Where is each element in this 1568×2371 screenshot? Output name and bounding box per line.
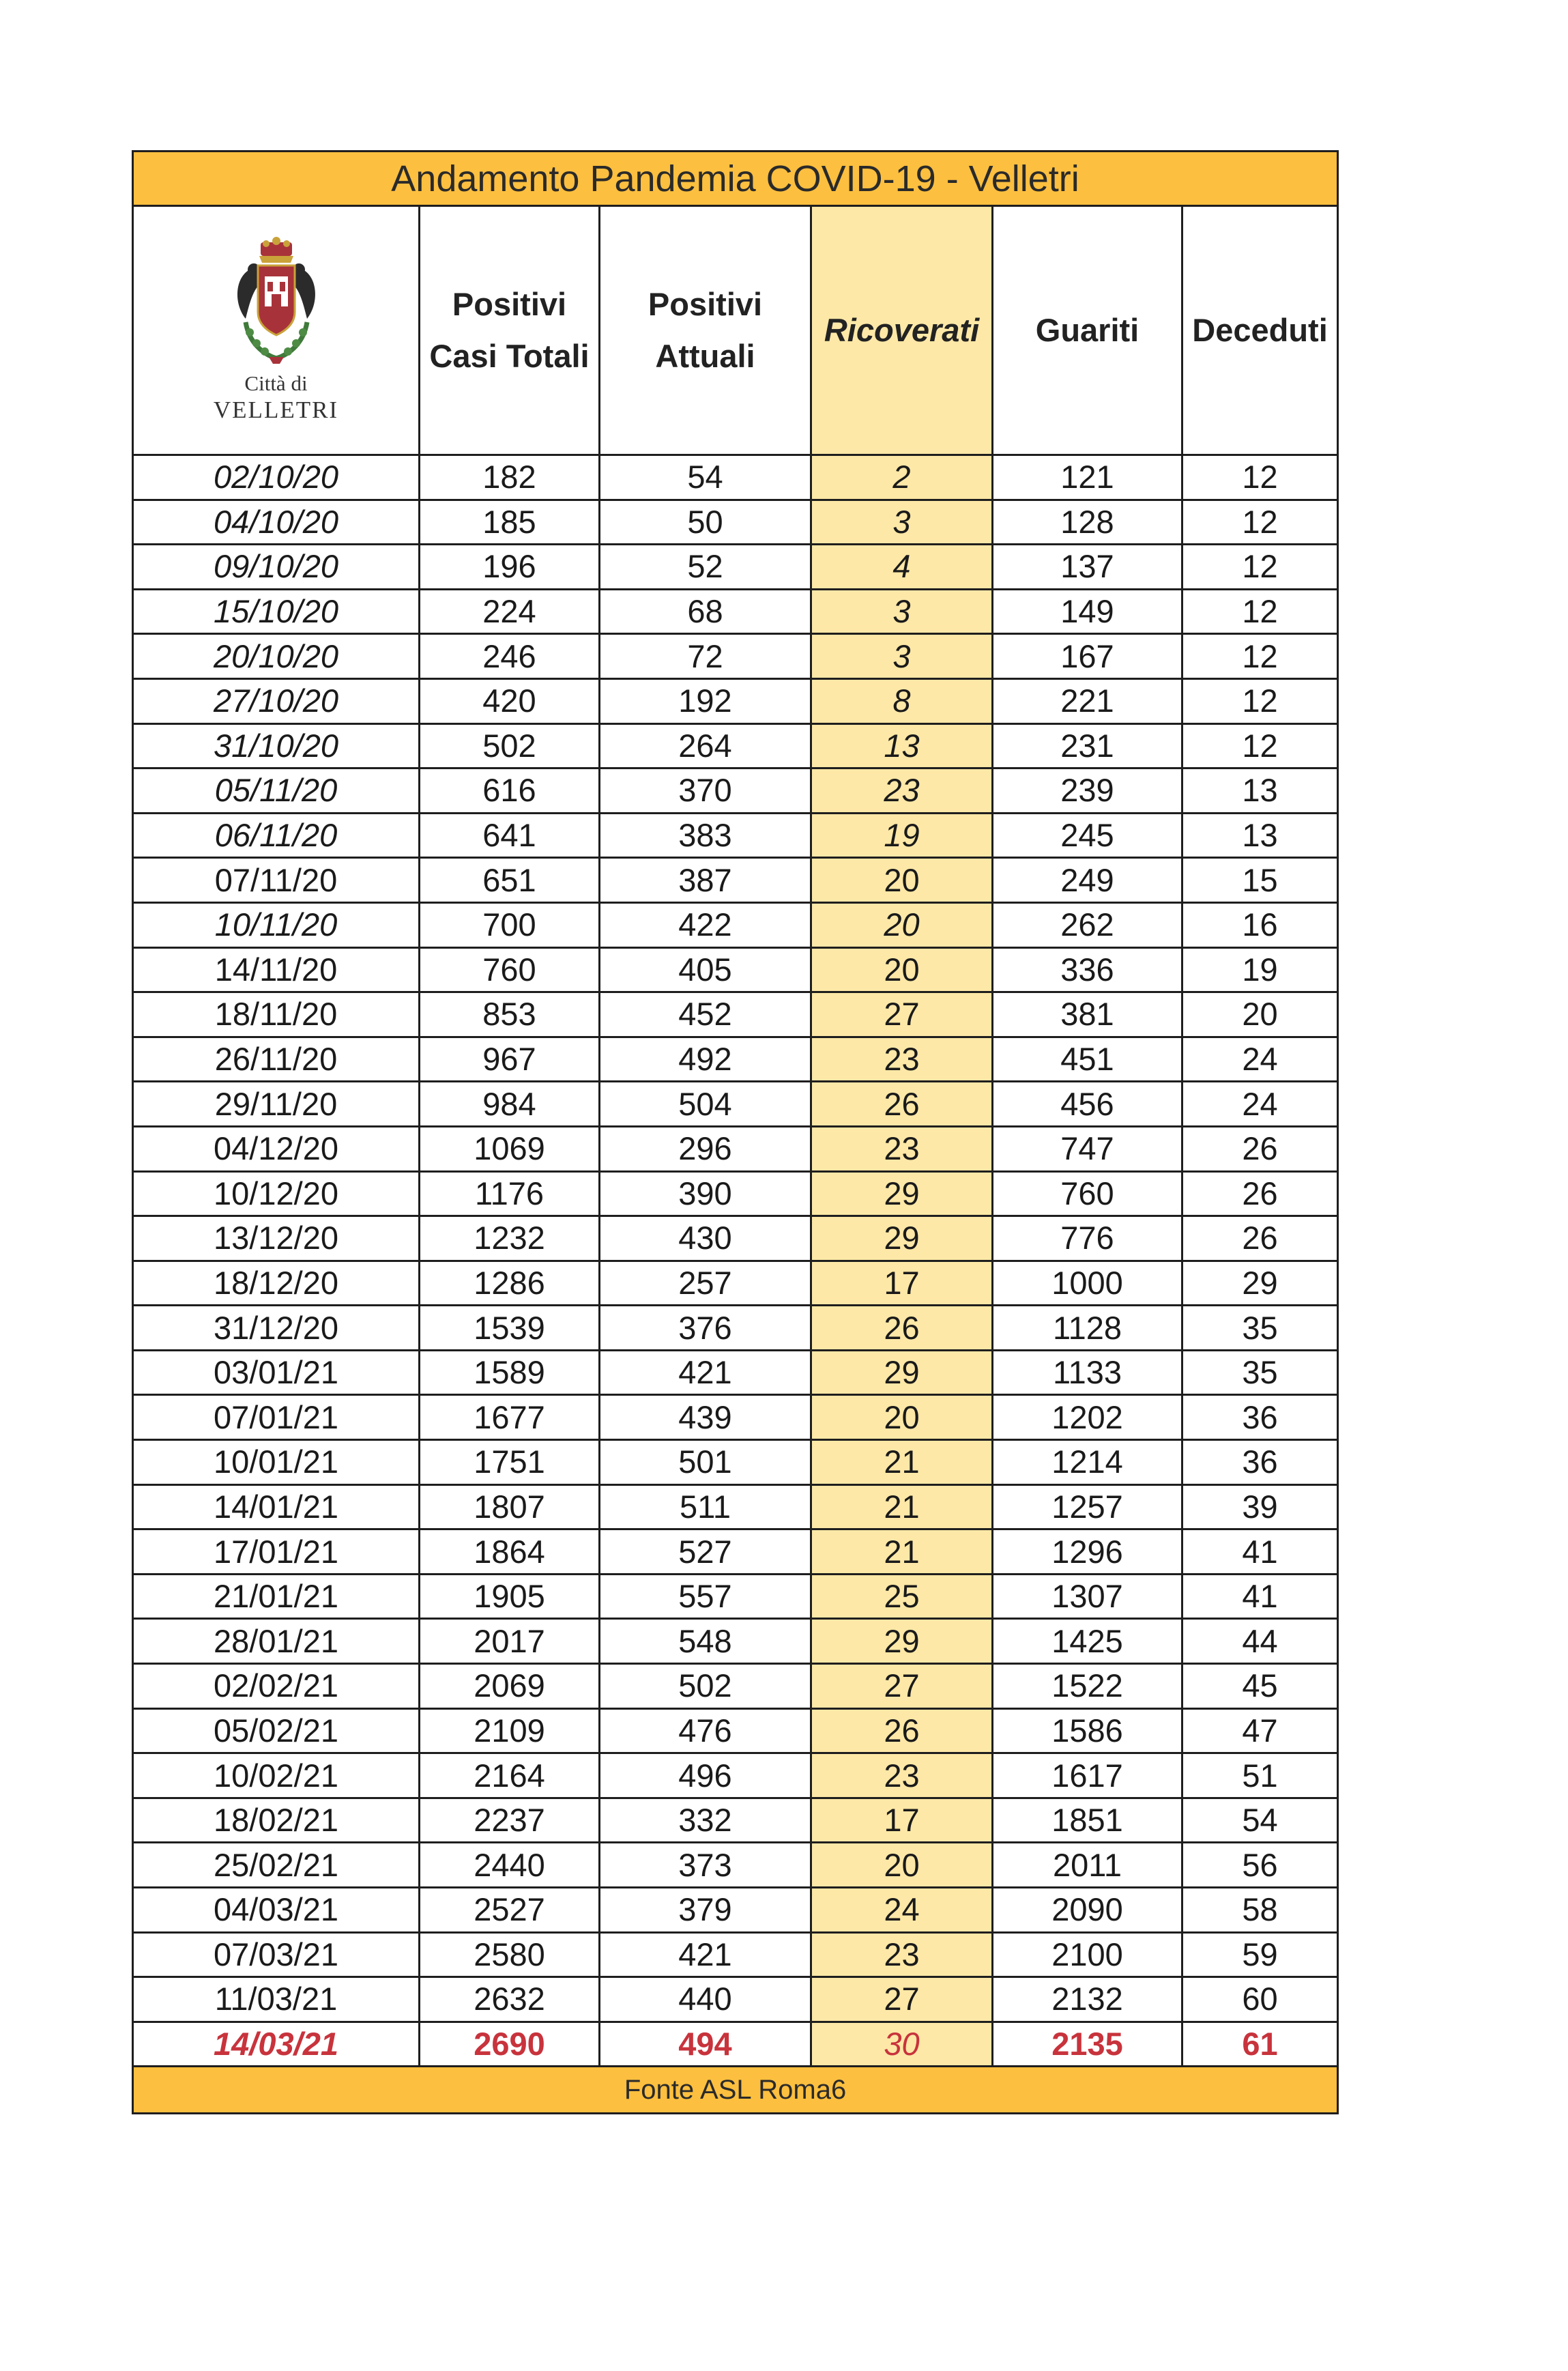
deceduti-cell: 12 [1182, 678, 1338, 723]
positivi-totali-cell: 420 [420, 678, 600, 723]
table-row [133, 2022, 1338, 2067]
date-cell: 14/03/21 [133, 2022, 420, 2067]
table-row [133, 1440, 1338, 1485]
guariti-cell: 1296 [993, 1529, 1182, 1575]
positivi-totali-cell: 2237 [420, 1798, 600, 1843]
ricoverati-cell: 3 [811, 500, 993, 545]
positivi-totali-cell: 2440 [420, 1843, 600, 1888]
positivi-totali-cell: 2690 [420, 2022, 600, 2067]
positivi-attuali-cell: 494 [600, 2022, 811, 2067]
table-row [133, 992, 1338, 1037]
deceduti-cell: 60 [1182, 1977, 1338, 2022]
table-row [133, 1037, 1338, 1082]
guariti-cell: 245 [993, 813, 1182, 858]
table-row [133, 723, 1338, 768]
positivi-totali-cell: 1232 [420, 1216, 600, 1261]
positivi-totali-cell: 700 [420, 902, 600, 947]
deceduti-cell: 56 [1182, 1843, 1338, 1888]
table-row [133, 1306, 1338, 1351]
ricoverati-cell: 23 [811, 768, 993, 814]
ricoverati-cell: 20 [811, 947, 993, 992]
date-cell: 31/12/20 [133, 1306, 420, 1351]
positivi-attuali-cell: 296 [600, 1126, 811, 1171]
positivi-totali-cell: 1176 [420, 1171, 600, 1216]
ricoverati-cell: 20 [811, 902, 993, 947]
positivi-totali-cell: 984 [420, 1082, 600, 1127]
positivi-totali-cell: 246 [420, 634, 600, 679]
positivi-attuali-cell: 72 [600, 634, 811, 679]
positivi-totali-cell: 641 [420, 813, 600, 858]
positivi-totali-cell: 2017 [420, 1619, 600, 1664]
deceduti-cell: 59 [1182, 1932, 1338, 1977]
deceduti-cell: 26 [1182, 1216, 1338, 1261]
positivi-attuali-cell: 373 [600, 1843, 811, 1888]
ricoverati-cell: 17 [811, 1261, 993, 1306]
positivi-totali-cell: 1864 [420, 1529, 600, 1575]
guariti-cell: 2011 [993, 1843, 1182, 1888]
positivi-totali-cell: 616 [420, 768, 600, 814]
positivi-attuali-cell: 370 [600, 768, 811, 814]
date-cell: 15/10/20 [133, 589, 420, 634]
table-row [133, 1932, 1338, 1977]
table-row [133, 500, 1338, 545]
date-cell: 26/11/20 [133, 1037, 420, 1082]
ricoverati-cell: 23 [811, 1037, 993, 1082]
deceduti-cell: 45 [1182, 1664, 1338, 1709]
table-row [133, 947, 1338, 992]
ricoverati-cell: 23 [811, 1753, 993, 1798]
ricoverati-cell: 20 [811, 1395, 993, 1440]
deceduti-cell: 26 [1182, 1126, 1338, 1171]
deceduti-cell: 39 [1182, 1484, 1338, 1529]
positivi-attuali-cell: 439 [600, 1395, 811, 1440]
table-row [133, 1619, 1338, 1664]
ricoverati-cell: 26 [811, 1708, 993, 1753]
table-row [133, 589, 1338, 634]
positivi-attuali-cell: 52 [600, 545, 811, 590]
positivi-attuali-cell: 430 [600, 1216, 811, 1261]
ricoverati-cell: 2 [811, 455, 993, 500]
table-row [133, 1261, 1338, 1306]
table-row [133, 902, 1338, 947]
deceduti-cell: 36 [1182, 1440, 1338, 1485]
ricoverati-cell: 20 [811, 1843, 993, 1888]
table-row [133, 1574, 1338, 1619]
positivi-attuali-cell: 440 [600, 1977, 811, 2022]
date-cell: 10/11/20 [133, 902, 420, 947]
positivi-attuali-cell: 511 [600, 1484, 811, 1529]
guariti-cell: 760 [993, 1171, 1182, 1216]
positivi-totali-cell: 1286 [420, 1261, 600, 1306]
ricoverati-cell: 27 [811, 1977, 993, 2022]
guariti-cell: 2100 [993, 1932, 1182, 1977]
deceduti-cell: 12 [1182, 634, 1338, 679]
ricoverati-cell: 30 [811, 2022, 993, 2067]
guariti-cell: 1133 [993, 1350, 1182, 1395]
deceduti-cell: 26 [1182, 1171, 1338, 1216]
deceduti-cell: 47 [1182, 1708, 1338, 1753]
table-row [133, 678, 1338, 723]
deceduti-cell: 58 [1182, 1888, 1338, 1933]
positivi-totali-cell: 1751 [420, 1440, 600, 1485]
logo-cell [133, 206, 420, 455]
deceduti-cell: 16 [1182, 902, 1338, 947]
covid-table [132, 150, 1339, 2114]
positivi-totali-cell: 2632 [420, 1977, 600, 2022]
deceduti-cell: 12 [1182, 723, 1338, 768]
guariti-cell: 1522 [993, 1664, 1182, 1709]
positivi-totali-cell: 1539 [420, 1306, 600, 1351]
ricoverati-cell: 23 [811, 1932, 993, 1977]
date-cell: 05/02/21 [133, 1708, 420, 1753]
ricoverati-cell: 21 [811, 1529, 993, 1575]
guariti-cell: 1202 [993, 1395, 1182, 1440]
positivi-attuali-cell: 50 [600, 500, 811, 545]
positivi-totali-cell: 1069 [420, 1126, 600, 1171]
positivi-totali-cell: 760 [420, 947, 600, 992]
guariti-cell: 1851 [993, 1798, 1182, 1843]
deceduti-cell: 36 [1182, 1395, 1338, 1440]
table-row [133, 1977, 1338, 2022]
date-cell: 14/11/20 [133, 947, 420, 992]
ricoverati-cell: 20 [811, 858, 993, 903]
date-cell: 02/02/21 [133, 1664, 420, 1709]
positivi-totali-cell: 2069 [420, 1664, 600, 1709]
positivi-attuali-cell: 257 [600, 1261, 811, 1306]
guariti-cell: 456 [993, 1082, 1182, 1127]
positivi-totali-cell: 196 [420, 545, 600, 590]
header-positivi-totali: Positivi Casi Totali [420, 206, 600, 455]
table-row [133, 1708, 1338, 1753]
source-note: Fonte ASL Roma6 [133, 2067, 1338, 2114]
deceduti-cell: 20 [1182, 992, 1338, 1037]
table-row [133, 1798, 1338, 1843]
positivi-totali-cell: 224 [420, 589, 600, 634]
ricoverati-cell: 4 [811, 545, 993, 590]
positivi-totali-cell: 651 [420, 858, 600, 903]
header-ricoverati: Ricoverati [811, 206, 993, 455]
table-row [133, 1082, 1338, 1127]
guariti-cell: 776 [993, 1216, 1182, 1261]
positivi-totali-cell: 502 [420, 723, 600, 768]
logo-text-line1: Città di [244, 371, 308, 395]
deceduti-cell: 19 [1182, 947, 1338, 992]
ricoverati-cell: 25 [811, 1574, 993, 1619]
date-cell: 05/11/20 [133, 768, 420, 814]
table-row [133, 1888, 1338, 1933]
date-cell: 21/01/21 [133, 1574, 420, 1619]
positivi-totali-cell: 853 [420, 992, 600, 1037]
positivi-attuali-cell: 68 [600, 589, 811, 634]
positivi-attuali-cell: 264 [600, 723, 811, 768]
positivi-attuali-cell: 496 [600, 1753, 811, 1798]
date-cell: 10/01/21 [133, 1440, 420, 1485]
guariti-cell: 2132 [993, 1977, 1182, 2022]
date-cell: 07/11/20 [133, 858, 420, 903]
date-cell: 29/11/20 [133, 1082, 420, 1127]
ricoverati-cell: 29 [811, 1216, 993, 1261]
ricoverati-cell: 19 [811, 813, 993, 858]
date-cell: 09/10/20 [133, 545, 420, 590]
table-row [133, 1529, 1338, 1575]
header-deceduti: Deceduti [1182, 206, 1338, 455]
ricoverati-cell: 29 [811, 1350, 993, 1395]
date-cell: 04/12/20 [133, 1126, 420, 1171]
date-cell: 07/03/21 [133, 1932, 420, 1977]
guariti-cell: 249 [993, 858, 1182, 903]
positivi-attuali-cell: 557 [600, 1574, 811, 1619]
positivi-totali-cell: 1807 [420, 1484, 600, 1529]
positivi-totali-cell: 2109 [420, 1708, 600, 1753]
guariti-cell: 121 [993, 455, 1182, 500]
table-row [133, 1171, 1338, 1216]
positivi-totali-cell: 182 [420, 455, 600, 500]
positivi-attuali-cell: 387 [600, 858, 811, 903]
ricoverati-cell: 29 [811, 1171, 993, 1216]
guariti-cell: 747 [993, 1126, 1182, 1171]
positivi-attuali-cell: 422 [600, 902, 811, 947]
date-cell: 07/01/21 [133, 1395, 420, 1440]
ricoverati-cell: 8 [811, 678, 993, 723]
deceduti-cell: 12 [1182, 589, 1338, 634]
date-cell: 14/01/21 [133, 1484, 420, 1529]
ricoverati-cell: 27 [811, 992, 993, 1037]
guariti-cell: 1214 [993, 1440, 1182, 1485]
table-row [133, 1664, 1338, 1709]
deceduti-cell: 41 [1182, 1574, 1338, 1619]
deceduti-cell: 44 [1182, 1619, 1338, 1664]
positivi-totali-cell: 1905 [420, 1574, 600, 1619]
positivi-attuali-cell: 501 [600, 1440, 811, 1485]
date-cell: 04/03/21 [133, 1888, 420, 1933]
ricoverati-cell: 13 [811, 723, 993, 768]
positivi-totali-cell: 1589 [420, 1350, 600, 1395]
date-cell: 28/01/21 [133, 1619, 420, 1664]
deceduti-cell: 41 [1182, 1529, 1338, 1575]
guariti-cell: 451 [993, 1037, 1182, 1082]
deceduti-cell: 12 [1182, 500, 1338, 545]
date-cell: 11/03/21 [133, 1977, 420, 2022]
table-row [133, 1216, 1338, 1261]
positivi-attuali-cell: 405 [600, 947, 811, 992]
positivi-attuali-cell: 504 [600, 1082, 811, 1127]
date-cell: 06/11/20 [133, 813, 420, 858]
guariti-cell: 1586 [993, 1708, 1182, 1753]
guariti-cell: 231 [993, 723, 1182, 768]
deceduti-cell: 29 [1182, 1261, 1338, 1306]
positivi-totali-cell: 185 [420, 500, 600, 545]
table-title: Andamento Pandemia COVID-19 - Velletri [133, 152, 1338, 206]
guariti-cell: 137 [993, 545, 1182, 590]
table-row [133, 545, 1338, 590]
table-row [133, 858, 1338, 903]
positivi-attuali-cell: 502 [600, 1664, 811, 1709]
date-cell: 13/12/20 [133, 1216, 420, 1261]
guariti-cell: 1617 [993, 1753, 1182, 1798]
date-cell: 17/01/21 [133, 1529, 420, 1575]
deceduti-cell: 12 [1182, 455, 1338, 500]
date-cell: 18/12/20 [133, 1261, 420, 1306]
positivi-totali-cell: 2527 [420, 1888, 600, 1933]
guariti-cell: 167 [993, 634, 1182, 679]
guariti-cell: 128 [993, 500, 1182, 545]
header-positivi-attuali: Positivi Attuali [600, 206, 811, 455]
guariti-cell: 1425 [993, 1619, 1182, 1664]
guariti-cell: 1000 [993, 1261, 1182, 1306]
ricoverati-cell: 21 [811, 1440, 993, 1485]
ricoverati-cell: 24 [811, 1888, 993, 1933]
positivi-attuali-cell: 452 [600, 992, 811, 1037]
guariti-cell: 239 [993, 768, 1182, 814]
positivi-attuali-cell: 376 [600, 1306, 811, 1351]
date-cell: 03/01/21 [133, 1350, 420, 1395]
date-cell: 04/10/20 [133, 500, 420, 545]
deceduti-cell: 13 [1182, 768, 1338, 814]
positivi-totali-cell: 967 [420, 1037, 600, 1082]
positivi-attuali-cell: 527 [600, 1529, 811, 1575]
positivi-attuali-cell: 383 [600, 813, 811, 858]
table-row [133, 1843, 1338, 1888]
guariti-cell: 1307 [993, 1574, 1182, 1619]
positivi-attuali-cell: 332 [600, 1798, 811, 1843]
deceduti-cell: 13 [1182, 813, 1338, 858]
guariti-cell: 336 [993, 947, 1182, 992]
header-guariti: Guariti [993, 206, 1182, 455]
deceduti-cell: 15 [1182, 858, 1338, 903]
positivi-attuali-cell: 476 [600, 1708, 811, 1753]
positivi-attuali-cell: 192 [600, 678, 811, 723]
positivi-attuali-cell: 390 [600, 1171, 811, 1216]
guariti-cell: 2090 [993, 1888, 1182, 1933]
table-row [133, 768, 1338, 814]
ricoverati-cell: 21 [811, 1484, 993, 1529]
ricoverati-cell: 23 [811, 1126, 993, 1171]
table-row [133, 634, 1338, 679]
ricoverati-cell: 27 [811, 1664, 993, 1709]
table-row [133, 813, 1338, 858]
deceduti-cell: 24 [1182, 1082, 1338, 1127]
guariti-cell: 1257 [993, 1484, 1182, 1529]
date-cell: 25/02/21 [133, 1843, 420, 1888]
guariti-cell: 2135 [993, 2022, 1182, 2067]
guariti-cell: 381 [993, 992, 1182, 1037]
date-cell: 20/10/20 [133, 634, 420, 679]
positivi-attuali-cell: 421 [600, 1932, 811, 1977]
ricoverati-cell: 17 [811, 1798, 993, 1843]
ricoverati-cell: 3 [811, 634, 993, 679]
positivi-totali-cell: 1677 [420, 1395, 600, 1440]
positivi-attuali-cell: 379 [600, 1888, 811, 1933]
ricoverati-cell: 26 [811, 1082, 993, 1127]
deceduti-cell: 54 [1182, 1798, 1338, 1843]
deceduti-cell: 51 [1182, 1753, 1338, 1798]
table-row [133, 1395, 1338, 1440]
date-cell: 10/12/20 [133, 1171, 420, 1216]
ricoverati-cell: 26 [811, 1306, 993, 1351]
date-cell: 10/02/21 [133, 1753, 420, 1798]
guariti-cell: 221 [993, 678, 1182, 723]
deceduti-cell: 24 [1182, 1037, 1338, 1082]
date-cell: 18/11/20 [133, 992, 420, 1037]
guariti-cell: 149 [993, 589, 1182, 634]
date-cell: 27/10/20 [133, 678, 420, 723]
table-row [133, 1753, 1338, 1798]
positivi-attuali-cell: 421 [600, 1350, 811, 1395]
deceduti-cell: 35 [1182, 1306, 1338, 1351]
logo-text-line2: VELLETRI [213, 397, 339, 423]
table-row [133, 1350, 1338, 1395]
header-row [133, 206, 1338, 455]
date-cell: 02/10/20 [133, 455, 420, 500]
date-cell: 18/02/21 [133, 1798, 420, 1843]
positivi-attuali-cell: 492 [600, 1037, 811, 1082]
deceduti-cell: 61 [1182, 2022, 1338, 2067]
deceduti-cell: 35 [1182, 1350, 1338, 1395]
ricoverati-cell: 3 [811, 589, 993, 634]
positivi-attuali-cell: 54 [600, 455, 811, 500]
guariti-cell: 262 [993, 902, 1182, 947]
table-row [133, 1484, 1338, 1529]
date-cell: 31/10/20 [133, 723, 420, 768]
deceduti-cell: 12 [1182, 545, 1338, 590]
guariti-cell: 1128 [993, 1306, 1182, 1351]
table-row [133, 455, 1338, 500]
positivi-attuali-cell: 548 [600, 1619, 811, 1664]
positivi-totali-cell: 2580 [420, 1932, 600, 1977]
ricoverati-cell: 29 [811, 1619, 993, 1664]
positivi-totali-cell: 2164 [420, 1753, 600, 1798]
city-coat-of-arms-icon [225, 237, 328, 367]
table-row [133, 1126, 1338, 1171]
